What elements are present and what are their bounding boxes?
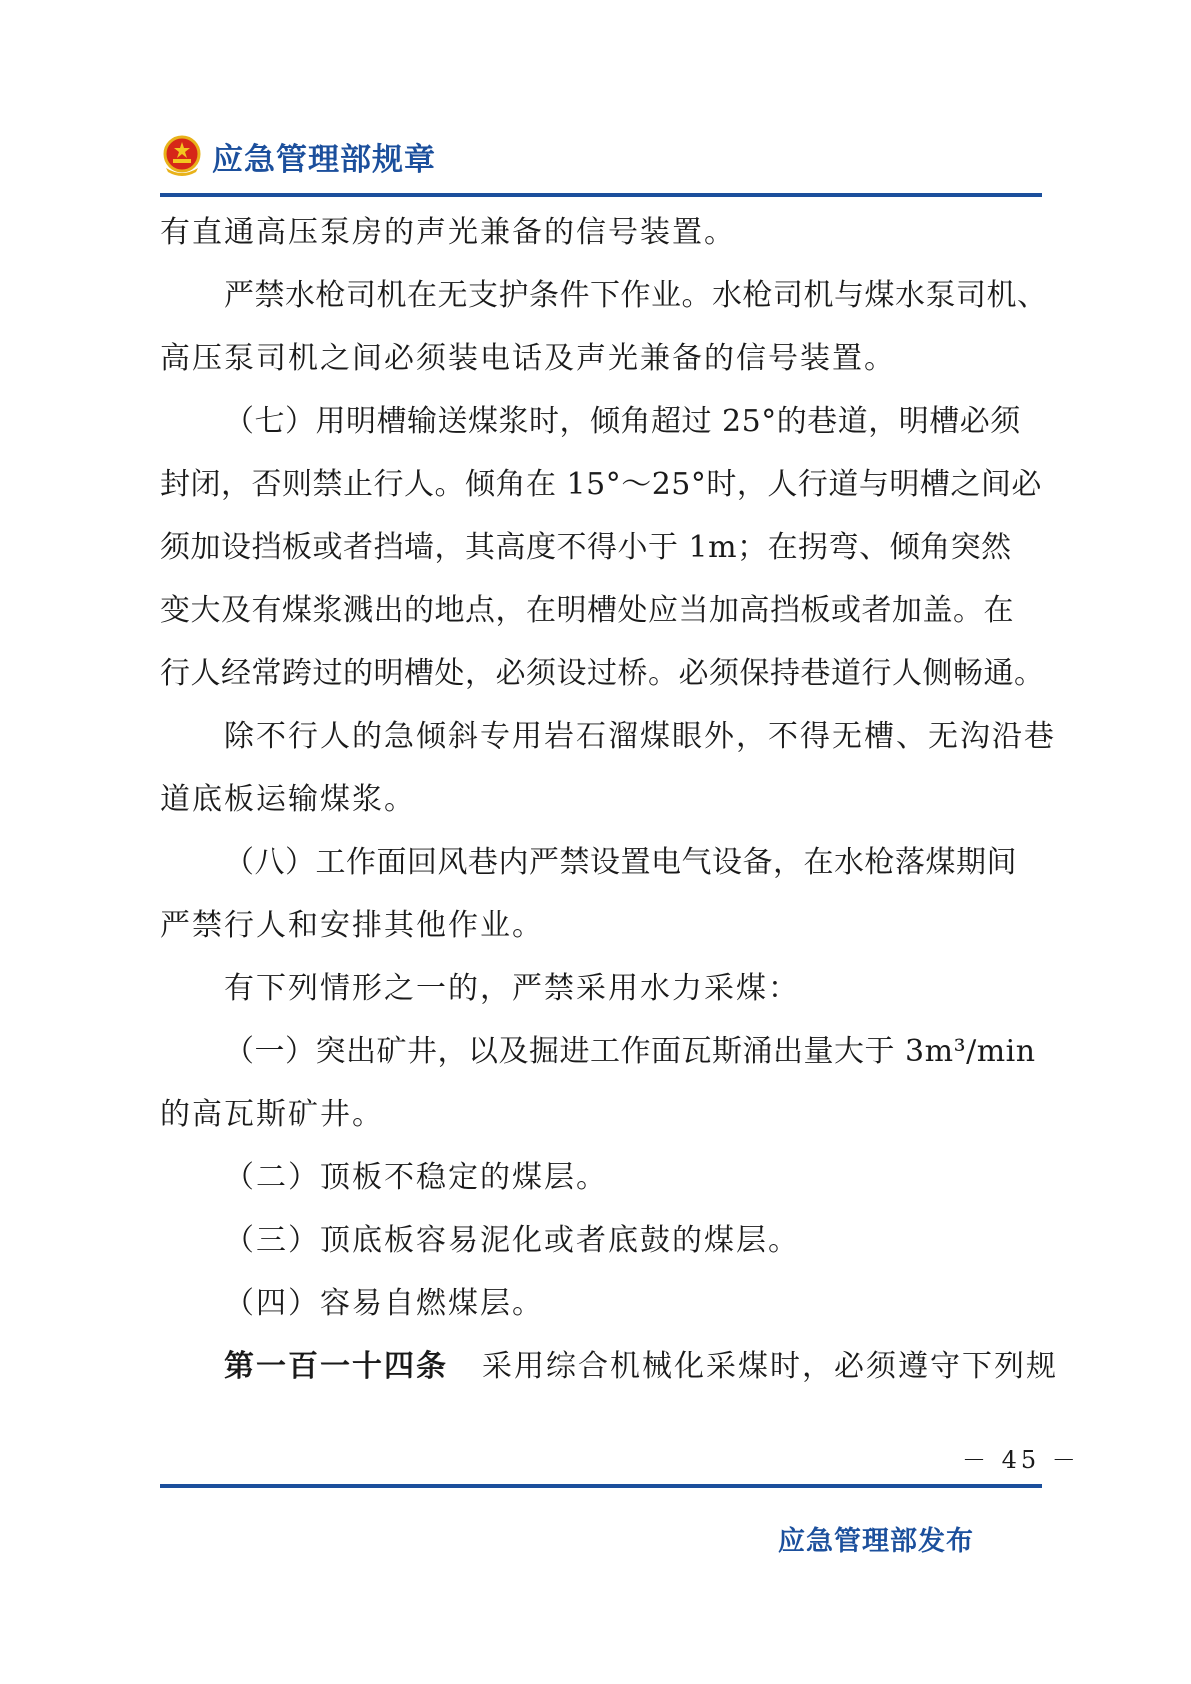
footer-divider xyxy=(160,1484,1042,1488)
paragraph-line: 有直通高压泵房的声光兼备的信号装置。 xyxy=(160,215,736,250)
article-text: 采用综合机械化采煤时，必须遵守下列规 xyxy=(482,1349,1058,1384)
page-number: － 45 － xyxy=(962,1446,1080,1474)
paragraph-line: （七）用明槽输送煤浆时，倾角超过 25°的巷道，明槽必须 xyxy=(224,404,1021,439)
paragraph-line: 严禁行人和安排其他作业。 xyxy=(160,908,544,943)
paragraph-line: 高压泵司机之间必须装电话及声光兼备的信号装置。 xyxy=(160,341,896,376)
paragraph-line: （二）顶板不稳定的煤层。 xyxy=(224,1160,608,1195)
paragraph-line: 变大及有煤浆溅出的地点，在明槽处应当加高挡板或者加盖。在 xyxy=(160,593,1014,628)
paragraph-line: 须加设挡板或者挡墙，其高度不得小于 1m；在拐弯、倾角突然 xyxy=(160,530,1012,565)
footer-publisher: 应急管理部发布 xyxy=(778,1526,974,1557)
paragraph-line: 除不行人的急倾斜专用岩石溜煤眼外，不得无槽、无沟沿巷 xyxy=(224,719,1056,754)
paragraph-line: 行人经常跨过的明槽处，必须设过桥。必须保持巷道行人侧畅通。 xyxy=(160,656,1045,691)
article-line xyxy=(160,1335,1058,1398)
paragraph-line: （四）容易自燃煤层。 xyxy=(224,1286,544,1321)
document-body xyxy=(160,201,1058,1398)
paragraph-line: （八）工作面回风巷内严禁设置电气设备，在水枪落煤期间 xyxy=(224,845,1017,880)
paragraph-line: 有下列情形之一的，严禁采用水力采煤： xyxy=(224,971,800,1006)
header-title: 应急管理部规章 xyxy=(212,141,436,178)
paragraph-line: 封闭，否则禁止行人。倾角在 15°～25°时，人行道与明槽之间必 xyxy=(160,467,1042,502)
paragraph-line: 道底板运输煤浆。 xyxy=(160,782,416,817)
paragraph-line: 严禁水枪司机在无支护条件下作业。水枪司机与煤水泵司机、 xyxy=(224,278,1048,313)
header-divider xyxy=(160,193,1042,197)
national-emblem-icon xyxy=(160,134,204,178)
paragraph-line: 的高瓦斯矿井。 xyxy=(160,1097,384,1132)
paragraph-line: （三）顶底板容易泥化或者底鼓的煤层。 xyxy=(224,1223,800,1258)
paragraph-line: （一）突出矿井，以及掘进工作面瓦斯涌出量大于 3m³/min xyxy=(224,1034,1036,1069)
page-header xyxy=(160,128,436,184)
article-heading: 第一百一十四条 xyxy=(224,1349,448,1384)
